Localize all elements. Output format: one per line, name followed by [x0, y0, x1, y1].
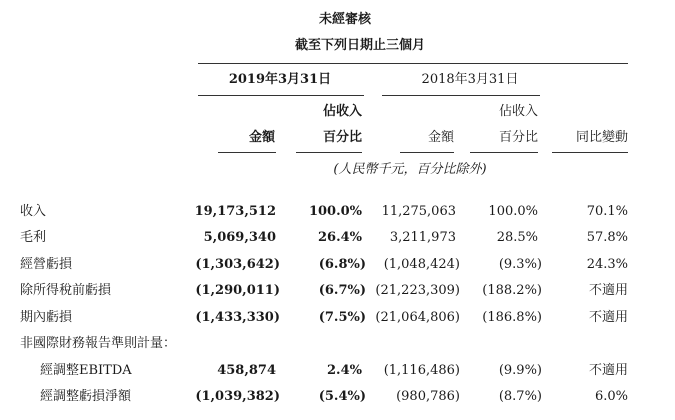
- row-adjusted-ebitda-pct-2018: (9.9%): [498, 363, 542, 378]
- period-heading: 截至下列日期止三個月: [294, 38, 425, 53]
- row-revenue-amount-2019: 19,173,512: [194, 204, 276, 219]
- col-pct-2019-line1: 佔收入: [322, 104, 362, 119]
- col-pct-2018-line2: 百分比: [498, 130, 538, 145]
- row-adjusted-ebitda-pct-2019: 2.4%: [327, 363, 362, 378]
- row-adjusted-net-loss-label: 經調整虧損淨額: [40, 389, 132, 404]
- row-adjusted-net-loss-amount-2019: (1,039,382): [195, 389, 280, 404]
- col-amount-2018-underline: [400, 152, 454, 153]
- col-pct-2018-underline: [470, 152, 538, 153]
- row-pretax-loss-pct-2018: (188.2%): [482, 283, 542, 298]
- row-adjusted-ebitda-label: 經調整EBITDA: [40, 363, 132, 378]
- row-gross-profit-pct-2019: 26.4%: [317, 230, 362, 245]
- row-operating-loss-label: 經營虧損: [20, 257, 73, 272]
- row-adjusted-net-loss-amount-2018: (980,786): [396, 389, 460, 404]
- col-amount-2019: 金額: [248, 130, 275, 145]
- row-pretax-loss-pct-2019: (6.7%): [318, 283, 366, 298]
- period-underline: [198, 63, 628, 64]
- col-yoy-underline: [552, 152, 628, 153]
- row-adjusted-net-loss-pct-2018: (8.7%): [498, 389, 542, 404]
- row-operating-loss-pct-2019: (6.8%): [318, 257, 366, 272]
- row-revenue-pct-2018: 100.0%: [488, 204, 538, 219]
- row-adjusted-net-loss-pct-2019: (5.4%): [318, 389, 366, 404]
- row-gross-profit-pct-2018: 28.5%: [496, 230, 538, 245]
- row-adjusted-ebitda-amount-2019: 458,874: [217, 363, 276, 378]
- row-revenue-pct-2019: 100.0%: [308, 204, 362, 219]
- row-operating-loss-amount-2018: (1,048,424): [383, 257, 460, 272]
- row-gross-profit-yoy: 57.8%: [586, 230, 628, 245]
- row-revenue-label: 收入: [20, 204, 47, 219]
- row-pretax-loss-yoy: 不適用: [588, 283, 628, 298]
- row-gross-profit-amount-2019: 5,069,340: [203, 230, 276, 245]
- col-amount-2018: 金額: [427, 130, 454, 145]
- row-revenue-yoy: 70.1%: [586, 204, 628, 219]
- row-pretax-loss-amount-2019: (1,290,011): [195, 283, 280, 298]
- row-operating-loss-amount-2019: (1,303,642): [195, 257, 280, 272]
- col-pct-2019-line2: 百分比: [322, 130, 362, 145]
- col-pct-2019-underline: [296, 152, 362, 153]
- row-revenue-amount-2018: 11,275,063: [381, 204, 456, 219]
- row-period-loss-amount-2018: (21,064,806): [375, 310, 460, 325]
- row-period-loss-yoy: 不適用: [588, 310, 628, 325]
- row-operating-loss-yoy: 24.3%: [586, 257, 628, 272]
- audit-status-heading: 未經審核: [318, 12, 371, 27]
- unit-note: (人民幣千元，百分比除外): [333, 162, 487, 177]
- row-pretax-loss-amount-2018: (21,223,309): [375, 283, 460, 298]
- non-ifrs-section-label: 非國際財務報告準則計量：: [20, 336, 177, 351]
- row-gross-profit-amount-2018: 3,211,973: [389, 230, 456, 245]
- col-yoy: 同比變動: [575, 130, 628, 145]
- row-period-loss-label: 期內虧損: [20, 310, 73, 325]
- col-amount-2019-underline: [218, 152, 276, 153]
- row-period-loss-pct-2018: (186.8%): [482, 310, 542, 325]
- row-period-loss-amount-2019: (1,433,330): [195, 310, 280, 325]
- col-pct-2018-line1: 佔收入: [498, 104, 538, 119]
- row-adjusted-net-loss-yoy: 6.0%: [594, 389, 628, 404]
- row-gross-profit-label: 毛利: [20, 230, 47, 245]
- date-2019-heading: 2019年3月31日: [228, 72, 332, 87]
- row-operating-loss-pct-2018: (9.3%): [498, 257, 542, 272]
- date-2018-underline: [382, 95, 540, 96]
- date-2019-underline: [198, 95, 364, 96]
- row-adjusted-ebitda-yoy: 不適用: [588, 363, 628, 378]
- date-2018-heading: 2018年3月31日: [421, 72, 519, 87]
- row-pretax-loss-label: 除所得稅前虧損: [20, 283, 112, 298]
- row-adjusted-ebitda-amount-2018: (1,116,486): [383, 363, 460, 378]
- row-period-loss-pct-2019: (7.5%): [318, 310, 366, 325]
